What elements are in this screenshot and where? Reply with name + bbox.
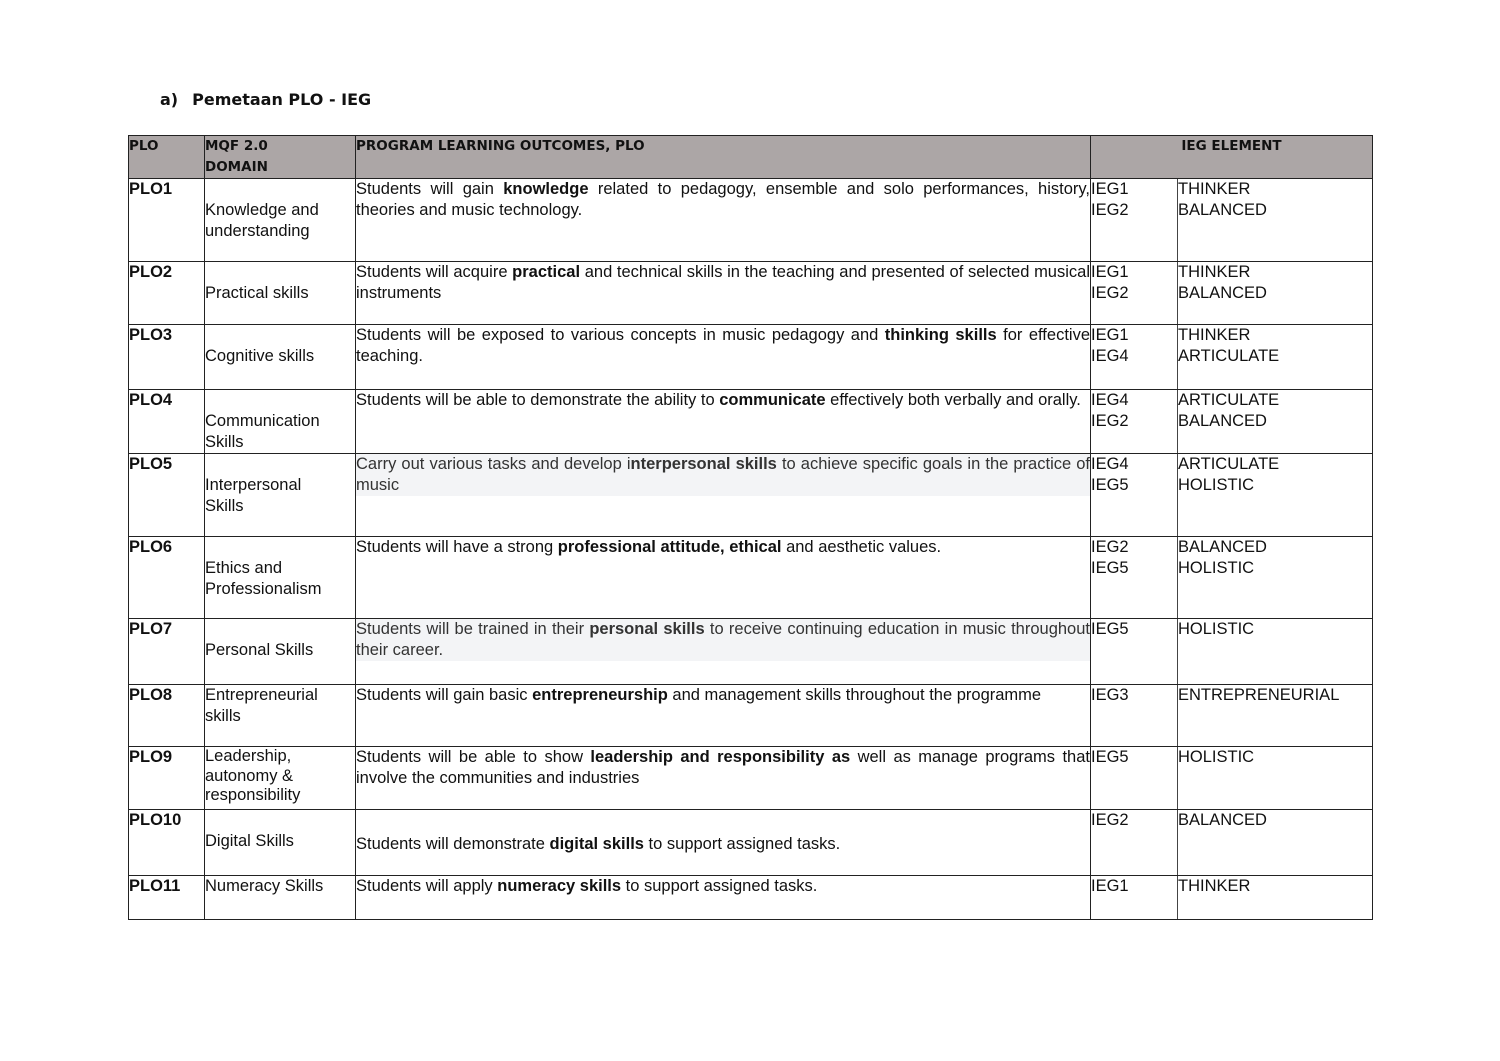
ieg-attribute: HOLISTIC (1178, 748, 1255, 766)
domain-cell (205, 390, 356, 454)
ieg-code: IEG4 (1091, 391, 1129, 409)
domain-line: Practical skills (205, 284, 309, 302)
header-domain-line2: DOMAIN (205, 159, 268, 175)
table-row (129, 454, 1373, 537)
outcome-text: Students will gain basic (356, 686, 533, 704)
outcome-text: effectively both verbally and orally. (825, 391, 1081, 409)
outcome-text: related to pedagogy, ensemble and solo performances, history, theories and music technology. (356, 180, 1090, 219)
ieg-attributes (1178, 619, 1373, 685)
domain-cell (205, 685, 356, 747)
outcome-text: Students will demonstrate (356, 835, 550, 853)
ieg-attribute: ARTICULATE (1178, 347, 1280, 365)
domain-line: Communication (205, 412, 320, 430)
ieg-attribute: HOLISTIC (1178, 559, 1255, 577)
outcome-text: Students will be trained in their (356, 620, 590, 638)
table-row (129, 619, 1373, 685)
ieg-attribute: THINKER (1178, 263, 1251, 281)
domain-line: Interpersonal (205, 476, 302, 494)
domain-line: Entrepreneurial (205, 686, 318, 704)
table-row (129, 685, 1373, 747)
ieg-code: IEG2 (1091, 538, 1129, 556)
ieg-code: IEG1 (1091, 877, 1129, 895)
ieg-attribute: BALANCED (1178, 412, 1267, 430)
outcome-keyword: practical (512, 263, 581, 281)
plo-code: PLO6 (129, 537, 205, 619)
table-row (129, 810, 1373, 876)
table-row (129, 876, 1373, 920)
ieg-attributes (1178, 537, 1373, 619)
plo-code: PLO8 (129, 685, 205, 747)
outcome-text: and management skills throughout the programme (667, 686, 1042, 704)
domain-cell (205, 747, 356, 810)
outcome-cell (356, 179, 1091, 262)
outcome-keyword: professional attitude, ethical (557, 538, 782, 556)
outcome-text: Students will apply (356, 877, 498, 895)
ieg-attributes (1178, 685, 1373, 747)
outcome-cell (356, 876, 1091, 920)
ieg-attribute: HOLISTIC (1178, 620, 1255, 638)
ieg-codes (1091, 262, 1178, 325)
ieg-codes (1091, 325, 1178, 390)
domain-line: Personal Skills (205, 641, 314, 659)
outcome-keyword: communicate (719, 391, 826, 409)
ieg-attributes (1178, 262, 1373, 325)
ieg-attribute: BALANCED (1178, 201, 1267, 219)
ieg-attribute: BALANCED (1178, 811, 1267, 829)
outcome-keyword: thinking skills (884, 326, 997, 344)
table-row (129, 747, 1373, 810)
header-ieg: IEG ELEMENT (1091, 136, 1373, 179)
ieg-attributes (1178, 325, 1373, 390)
ieg-code: IEG1 (1091, 263, 1129, 281)
outcome-cell (356, 454, 1091, 537)
outcome-text: and technical skills in the teaching and presented of selected musical instruments (356, 263, 1090, 302)
ieg-codes (1091, 390, 1178, 454)
domain-line: understanding (205, 222, 310, 240)
outcome-cell (356, 810, 1091, 876)
outcome-text: Students will be able to demonstrate the ability to (356, 391, 720, 409)
ieg-attributes (1178, 390, 1373, 454)
ieg-codes (1091, 619, 1178, 685)
section-title: Pemetaan PLO - IEG (192, 90, 372, 109)
table-row (129, 325, 1373, 390)
plo-code: PLO9 (129, 747, 205, 810)
ieg-code: IEG5 (1091, 559, 1129, 577)
ieg-attribute: BALANCED (1178, 284, 1267, 302)
section-marker: a) (160, 90, 179, 109)
ieg-attribute: THINKER (1178, 326, 1251, 344)
ieg-code: IEG2 (1091, 412, 1129, 430)
ieg-code: IEG3 (1091, 686, 1129, 704)
outcome-text: and aesthetic values. (781, 538, 942, 556)
table-row (129, 179, 1373, 262)
outcome-text: well as manage programs that involve the communities and industries (356, 748, 1090, 787)
header-domain (205, 136, 356, 179)
domain-line: skills (205, 707, 241, 725)
outcome-cell (356, 747, 1091, 810)
domain-cell (205, 179, 356, 262)
ieg-code: IEG5 (1091, 748, 1129, 766)
outcome-keyword: numeracy skills (497, 877, 622, 895)
outcome-cell (356, 537, 1091, 619)
ieg-code: IEG2 (1091, 811, 1129, 829)
ieg-codes (1091, 179, 1178, 262)
plo-code: PLO10 (129, 810, 205, 876)
outcome-text: Students will have a strong (356, 538, 558, 556)
ieg-code: IEG4 (1091, 455, 1129, 473)
ieg-code: IEG2 (1091, 284, 1129, 302)
ieg-attribute: ARTICULATE (1178, 391, 1280, 409)
domain-cell (205, 810, 356, 876)
outcome-cell (356, 390, 1091, 454)
section-heading (160, 90, 371, 109)
outcome-text: to support assigned tasks. (621, 877, 818, 895)
domain-line: Numeracy Skills (205, 877, 324, 895)
ieg-code: IEG5 (1091, 620, 1129, 638)
outcome-keyword: entrepreneurship (532, 686, 668, 704)
outcome-keyword: knowledge (503, 180, 589, 198)
outcome-text: Students will be able to show (356, 748, 591, 766)
table-row (129, 537, 1373, 619)
ieg-attribute: THINKER (1178, 877, 1251, 895)
plo-code: PLO7 (129, 619, 205, 685)
ieg-attributes (1178, 747, 1373, 810)
domain-line: Skills (205, 433, 244, 451)
outcome-cell (356, 619, 1091, 685)
ieg-codes (1091, 454, 1178, 537)
plo-ieg-table (128, 135, 1373, 920)
domain-line: Ethics and (205, 559, 283, 577)
domain-line: responsibility (205, 786, 301, 804)
table-row (129, 390, 1373, 454)
plo-code: PLO11 (129, 876, 205, 920)
domain-line: Professionalism (205, 580, 322, 598)
outcome-cell (356, 262, 1091, 325)
ieg-attribute: BALANCED (1178, 538, 1267, 556)
table-header-row (129, 136, 1373, 179)
domain-line: autonomy & (205, 766, 294, 785)
outcome-text: to support assigned tasks. (643, 835, 841, 853)
outcome-text: to receive continuing education in music throughout their career. (356, 620, 1090, 659)
outcome-text: Students will acquire (356, 263, 513, 281)
outcome-cell (356, 325, 1091, 390)
ieg-attributes (1178, 179, 1373, 262)
outcome-keyword: nterpersonal skills (630, 455, 777, 473)
ieg-codes (1091, 747, 1178, 810)
outcome-keyword: personal skills (589, 620, 705, 638)
ieg-attribute: THINKER (1178, 180, 1251, 198)
ieg-attributes (1178, 454, 1373, 537)
outcome-cell (356, 685, 1091, 747)
plo-code: PLO4 (129, 390, 205, 454)
domain-cell (205, 454, 356, 537)
domain-cell (205, 325, 356, 390)
header-plo: PLO (129, 136, 205, 179)
domain-cell (205, 619, 356, 685)
domain-line: Knowledge and (205, 201, 319, 219)
domain-line: Leadership, (205, 747, 292, 765)
domain-line: Digital Skills (205, 832, 294, 850)
outcome-text: Students will gain (356, 180, 504, 198)
ieg-attribute: HOLISTIC (1178, 476, 1255, 494)
outcome-text: for effective teaching. (356, 326, 1090, 365)
outcome-keyword: digital skills (549, 835, 644, 853)
plo-code: PLO2 (129, 262, 205, 325)
domain-cell (205, 537, 356, 619)
ieg-code: IEG5 (1091, 476, 1129, 494)
table-row (129, 262, 1373, 325)
domain-line: Cognitive skills (205, 347, 315, 365)
domain-cell (205, 876, 356, 920)
header-domain-line1: MQF 2.0 (205, 138, 268, 154)
ieg-code: IEG4 (1091, 347, 1129, 365)
ieg-attribute: ENTREPRENEURIAL (1178, 686, 1340, 704)
domain-cell (205, 262, 356, 325)
ieg-attributes (1178, 876, 1373, 920)
plo-code: PLO3 (129, 325, 205, 390)
ieg-codes (1091, 810, 1178, 876)
outcome-text: to achieve specific goals in the practice of music (356, 455, 1091, 494)
ieg-attributes (1178, 810, 1373, 876)
domain-line: Skills (205, 497, 244, 515)
plo-code: PLO1 (129, 179, 205, 262)
outcome-text: Carry out various tasks and develop i (356, 455, 631, 473)
outcome-keyword: leadership and responsibility as (590, 748, 851, 766)
outcome-text: Students will be exposed to various concepts in music pedagogy and (356, 326, 885, 344)
header-outcome: PROGRAM LEARNING OUTCOMES, PLO (356, 136, 1091, 179)
ieg-code: IEG1 (1091, 180, 1129, 198)
ieg-codes (1091, 537, 1178, 619)
ieg-codes (1091, 876, 1178, 920)
ieg-codes (1091, 685, 1178, 747)
ieg-code: IEG1 (1091, 326, 1129, 344)
plo-code: PLO5 (129, 454, 205, 537)
ieg-code: IEG2 (1091, 201, 1129, 219)
ieg-attribute: ARTICULATE (1178, 455, 1280, 473)
